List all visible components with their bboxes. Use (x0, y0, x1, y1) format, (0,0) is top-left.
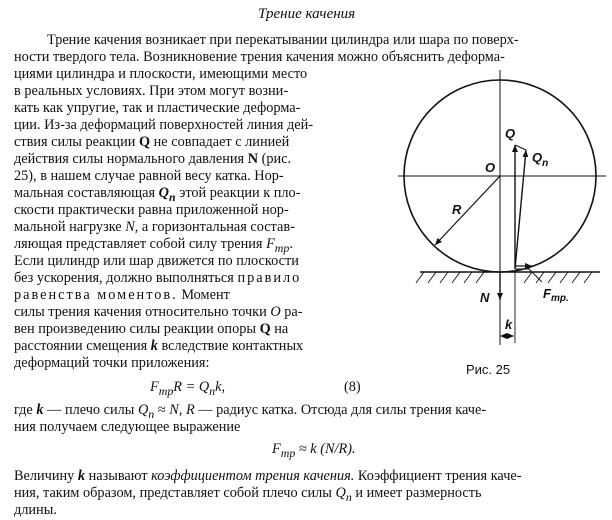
text-fragment: ствия силы реакции (14, 134, 136, 150)
text-fragment: мальной нагрузке (14, 219, 122, 235)
text-fragment: Момент (181, 287, 230, 303)
text-fragment: , (178, 402, 183, 418)
text-line-4: в реальных условиях. При этом могут возни- (14, 83, 289, 99)
symbol-k: k (77, 468, 86, 484)
text-line-2: ности твердого тела. Возникновение трения качения можно объяснить деформа- (14, 49, 505, 65)
text-fragment: (рис. (261, 151, 292, 167)
symbol-k: k (150, 338, 158, 354)
radius-arrow (435, 176, 500, 245)
text-fragment: называют (88, 468, 148, 484)
text-fragment: . (289, 236, 293, 252)
text-fragment: и имеет размерность (355, 485, 482, 501)
label-q: Q (505, 126, 516, 141)
text-line-5: кать как упругие, так и пластические деформа- (14, 100, 301, 116)
spaced-text: равенства моментов. (14, 287, 178, 303)
text-fragment: на (274, 321, 289, 337)
label-o: O (485, 160, 496, 175)
text-fragment: без ускорения, должно выполняться (14, 270, 234, 286)
symbol-n: N (125, 219, 135, 235)
text-line-20: деформаций точки приложения: (14, 355, 210, 371)
approx-sign: ≈ (157, 402, 166, 418)
label-k: k (505, 317, 513, 332)
formula-number: (8) (344, 379, 361, 395)
emphasized-term: коэффициентом трения качения. (151, 468, 355, 484)
text-line-22: ния получаем следующее выражение (14, 419, 241, 435)
text-fragment: — плечо силы (47, 402, 135, 418)
text-fragment: ра- (284, 304, 303, 320)
text-fragment: ния, таким образом, представляет собой плечо силы (14, 485, 332, 501)
symbol-ftr: $F_{тр}$ (266, 236, 290, 255)
page-title: Трение качения (258, 6, 356, 22)
symbol-qn: $Q_n$ (335, 485, 352, 504)
label-fmp: $F_{mp.}$ (543, 286, 569, 304)
label-r: R (452, 202, 462, 217)
symbol-n: N (169, 402, 179, 418)
text-fragment: силы трения качения относительно точки (14, 304, 267, 320)
symbol-k: k (36, 402, 44, 418)
vector-symbol-q: Q (138, 134, 151, 150)
vector-symbol-n: N (247, 151, 259, 167)
text-line-9: 25), в нашем случае равной весу катка. Нор- (14, 168, 284, 184)
text-fragment: вен произведению силы реакции опоры (14, 321, 256, 337)
text-fragment: Коэффициент трения каче- (357, 468, 522, 484)
formula-9: $F_{тр} \approx k$ (N/R). (272, 441, 356, 460)
text-line-1: Трение качения возникает при перекатывании цилиндра или шара по поверх- (47, 32, 519, 48)
text-fragment: мальная составляющая (14, 185, 156, 201)
spaced-text: правило (237, 270, 302, 286)
force-diagram-line (515, 145, 526, 150)
text-line-14: Если цилиндр или шар движется по плоскости (14, 253, 299, 269)
text-line-25: длины. (14, 502, 57, 518)
ground-hatching (416, 272, 592, 283)
label-qn: $Q_n$ (532, 150, 549, 169)
symbol-r: R (185, 402, 195, 418)
text-fragment: , а горизонтальная состав- (134, 219, 295, 235)
text-fragment: действия силы нормального давления (14, 151, 245, 167)
text-fragment: — радиус катка. Отсюда для силы трения каче- (198, 402, 487, 418)
text-fragment: не совпадает с линией (153, 134, 290, 150)
figure-caption: Рис. 25 (466, 362, 511, 377)
symbol-qn: $Q_n$ (158, 185, 176, 204)
text-line-3: циями цилиндра и плоскости, имеющими место (14, 66, 308, 82)
text-fragment: где (14, 402, 33, 418)
text-fragment: расстоянии смещения (14, 338, 148, 354)
normal-component-arrow (515, 150, 526, 269)
text-line-11: скости практически равна приложенной нор- (14, 202, 289, 218)
vector-symbol-q: Q (259, 321, 271, 337)
formula-8: $F_{тр}R = Q_nk$, (150, 379, 226, 398)
label-n: N (480, 290, 490, 305)
symbol-o: O (270, 304, 281, 320)
text-fragment: Величину (14, 468, 75, 484)
text-line-6: ции. Из-за деформаций поверхностей линия дей- (14, 117, 314, 133)
text-fragment: вследствие контактных (161, 338, 304, 354)
text-fragment: этой реакции к пло- (179, 185, 301, 201)
text-fragment: ляющая представляет собой силу трения (14, 236, 263, 252)
symbol-qn: $Q_n$ (137, 402, 155, 421)
